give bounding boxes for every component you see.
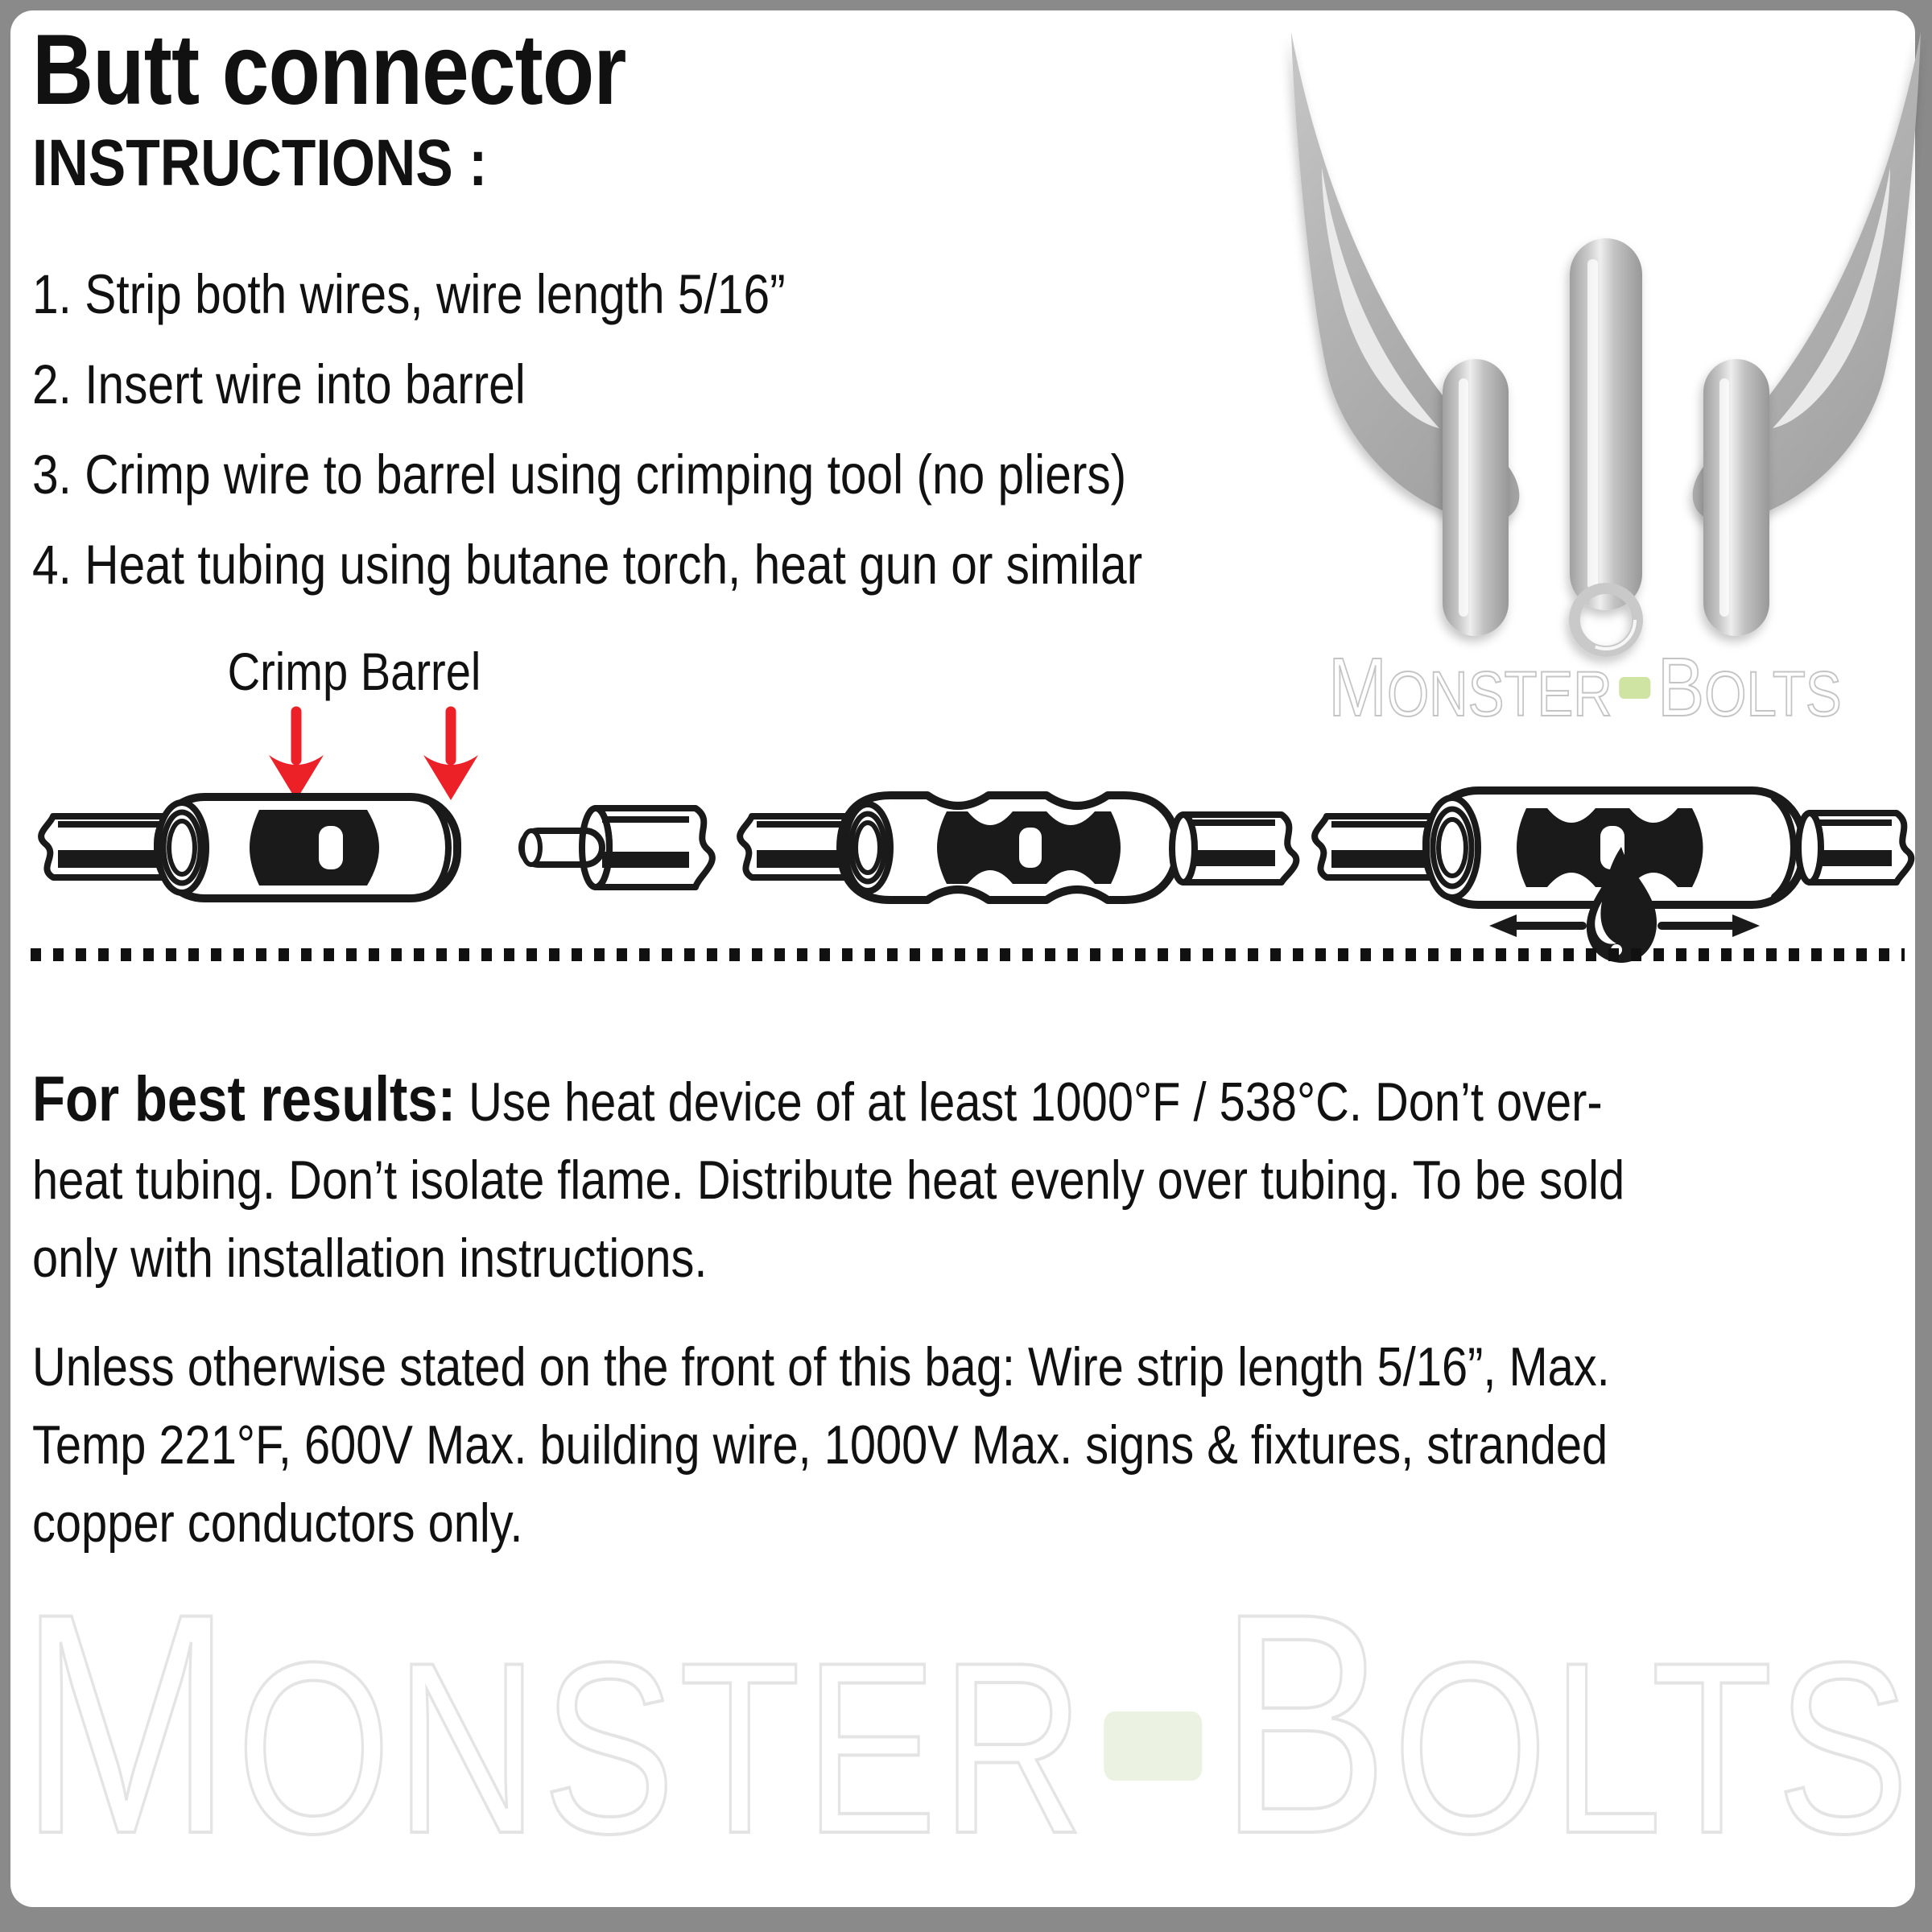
watermark-letter: B <box>1218 1548 1393 1899</box>
bolt-glint <box>1459 378 1468 617</box>
monster-bolts-logo <box>1256 14 1932 723</box>
crimp-barrel-shape <box>250 810 379 886</box>
best-results-paragraph <box>32 1059 1905 1298</box>
watermark-letters: OLTS <box>1704 658 1842 729</box>
red-arrow-left-icon <box>269 712 324 800</box>
watermark-letters: ONSTER <box>236 1612 1089 1885</box>
crimp-barrel-label: Crimp Barrel <box>227 642 481 701</box>
red-arrow-right-icon <box>423 712 478 800</box>
spread-arrow-left-icon <box>1489 914 1583 937</box>
instruction-steps <box>32 250 1338 610</box>
process-diagrams <box>0 692 1932 998</box>
best-results-lead: For best results: <box>32 1063 456 1134</box>
instructions-heading: INSTRUCTIONS : <box>32 126 488 200</box>
best-results-line-3: only with installation instructions. <box>32 1228 708 1289</box>
diagram-insert-wire <box>41 797 712 898</box>
disclaimer-paragraph <box>32 1328 1889 1563</box>
step-item-1: 1. Strip both wires, wire length 5/16” <box>32 263 786 325</box>
disclaimer-line-3: copper conductors only. <box>32 1492 523 1554</box>
best-results-line-1 <box>32 1059 1624 1141</box>
watermark-letter: B <box>1657 641 1705 733</box>
watermark-letter: M <box>1328 641 1387 733</box>
watermark-letters: OLTS <box>1393 1612 1913 1885</box>
bolt-middle-icon <box>1570 238 1642 610</box>
watermark-letters: ONSTER <box>1386 658 1612 729</box>
step-item-2: 2. Insert wire into barrel <box>32 353 526 415</box>
watermark-monster-bolts-large <box>19 1548 1913 1899</box>
green-dash-icon <box>1104 1711 1203 1781</box>
step-item-3: 3. Crimp wire to barrel using crimping tool (no pliers) <box>32 444 1127 506</box>
bolt-glint <box>1587 259 1598 589</box>
disclaimer-line-1: Unless otherwise stated on the front of this bag: Wire strip length 5/16”, Max. <box>32 1336 1610 1397</box>
spread-arrow-right-icon <box>1662 914 1760 937</box>
diagram-crimped <box>740 795 1296 900</box>
best-results-line-2: heat tubing. Don’t isolate flame. Distribute heat evenly over tubing. To be sold <box>32 1150 1625 1211</box>
bolt-right-icon <box>1703 359 1769 636</box>
bolt-glint <box>1719 378 1729 617</box>
bolt-left-icon <box>1443 359 1509 636</box>
watermark-letter: M <box>19 1548 237 1899</box>
step-item-4: 4. Heat tubing using butane torch, heat gun or similar <box>32 534 1143 596</box>
page-title: Butt connector <box>32 14 626 126</box>
best-results-text: Use heat device of at least 1000°F / 538°C. Don’t over- <box>456 1071 1603 1133</box>
disclaimer-line-2: Temp 221°F, 600V Max. building wire, 1000V Max. signs & fixtures, stranded <box>32 1414 1608 1476</box>
